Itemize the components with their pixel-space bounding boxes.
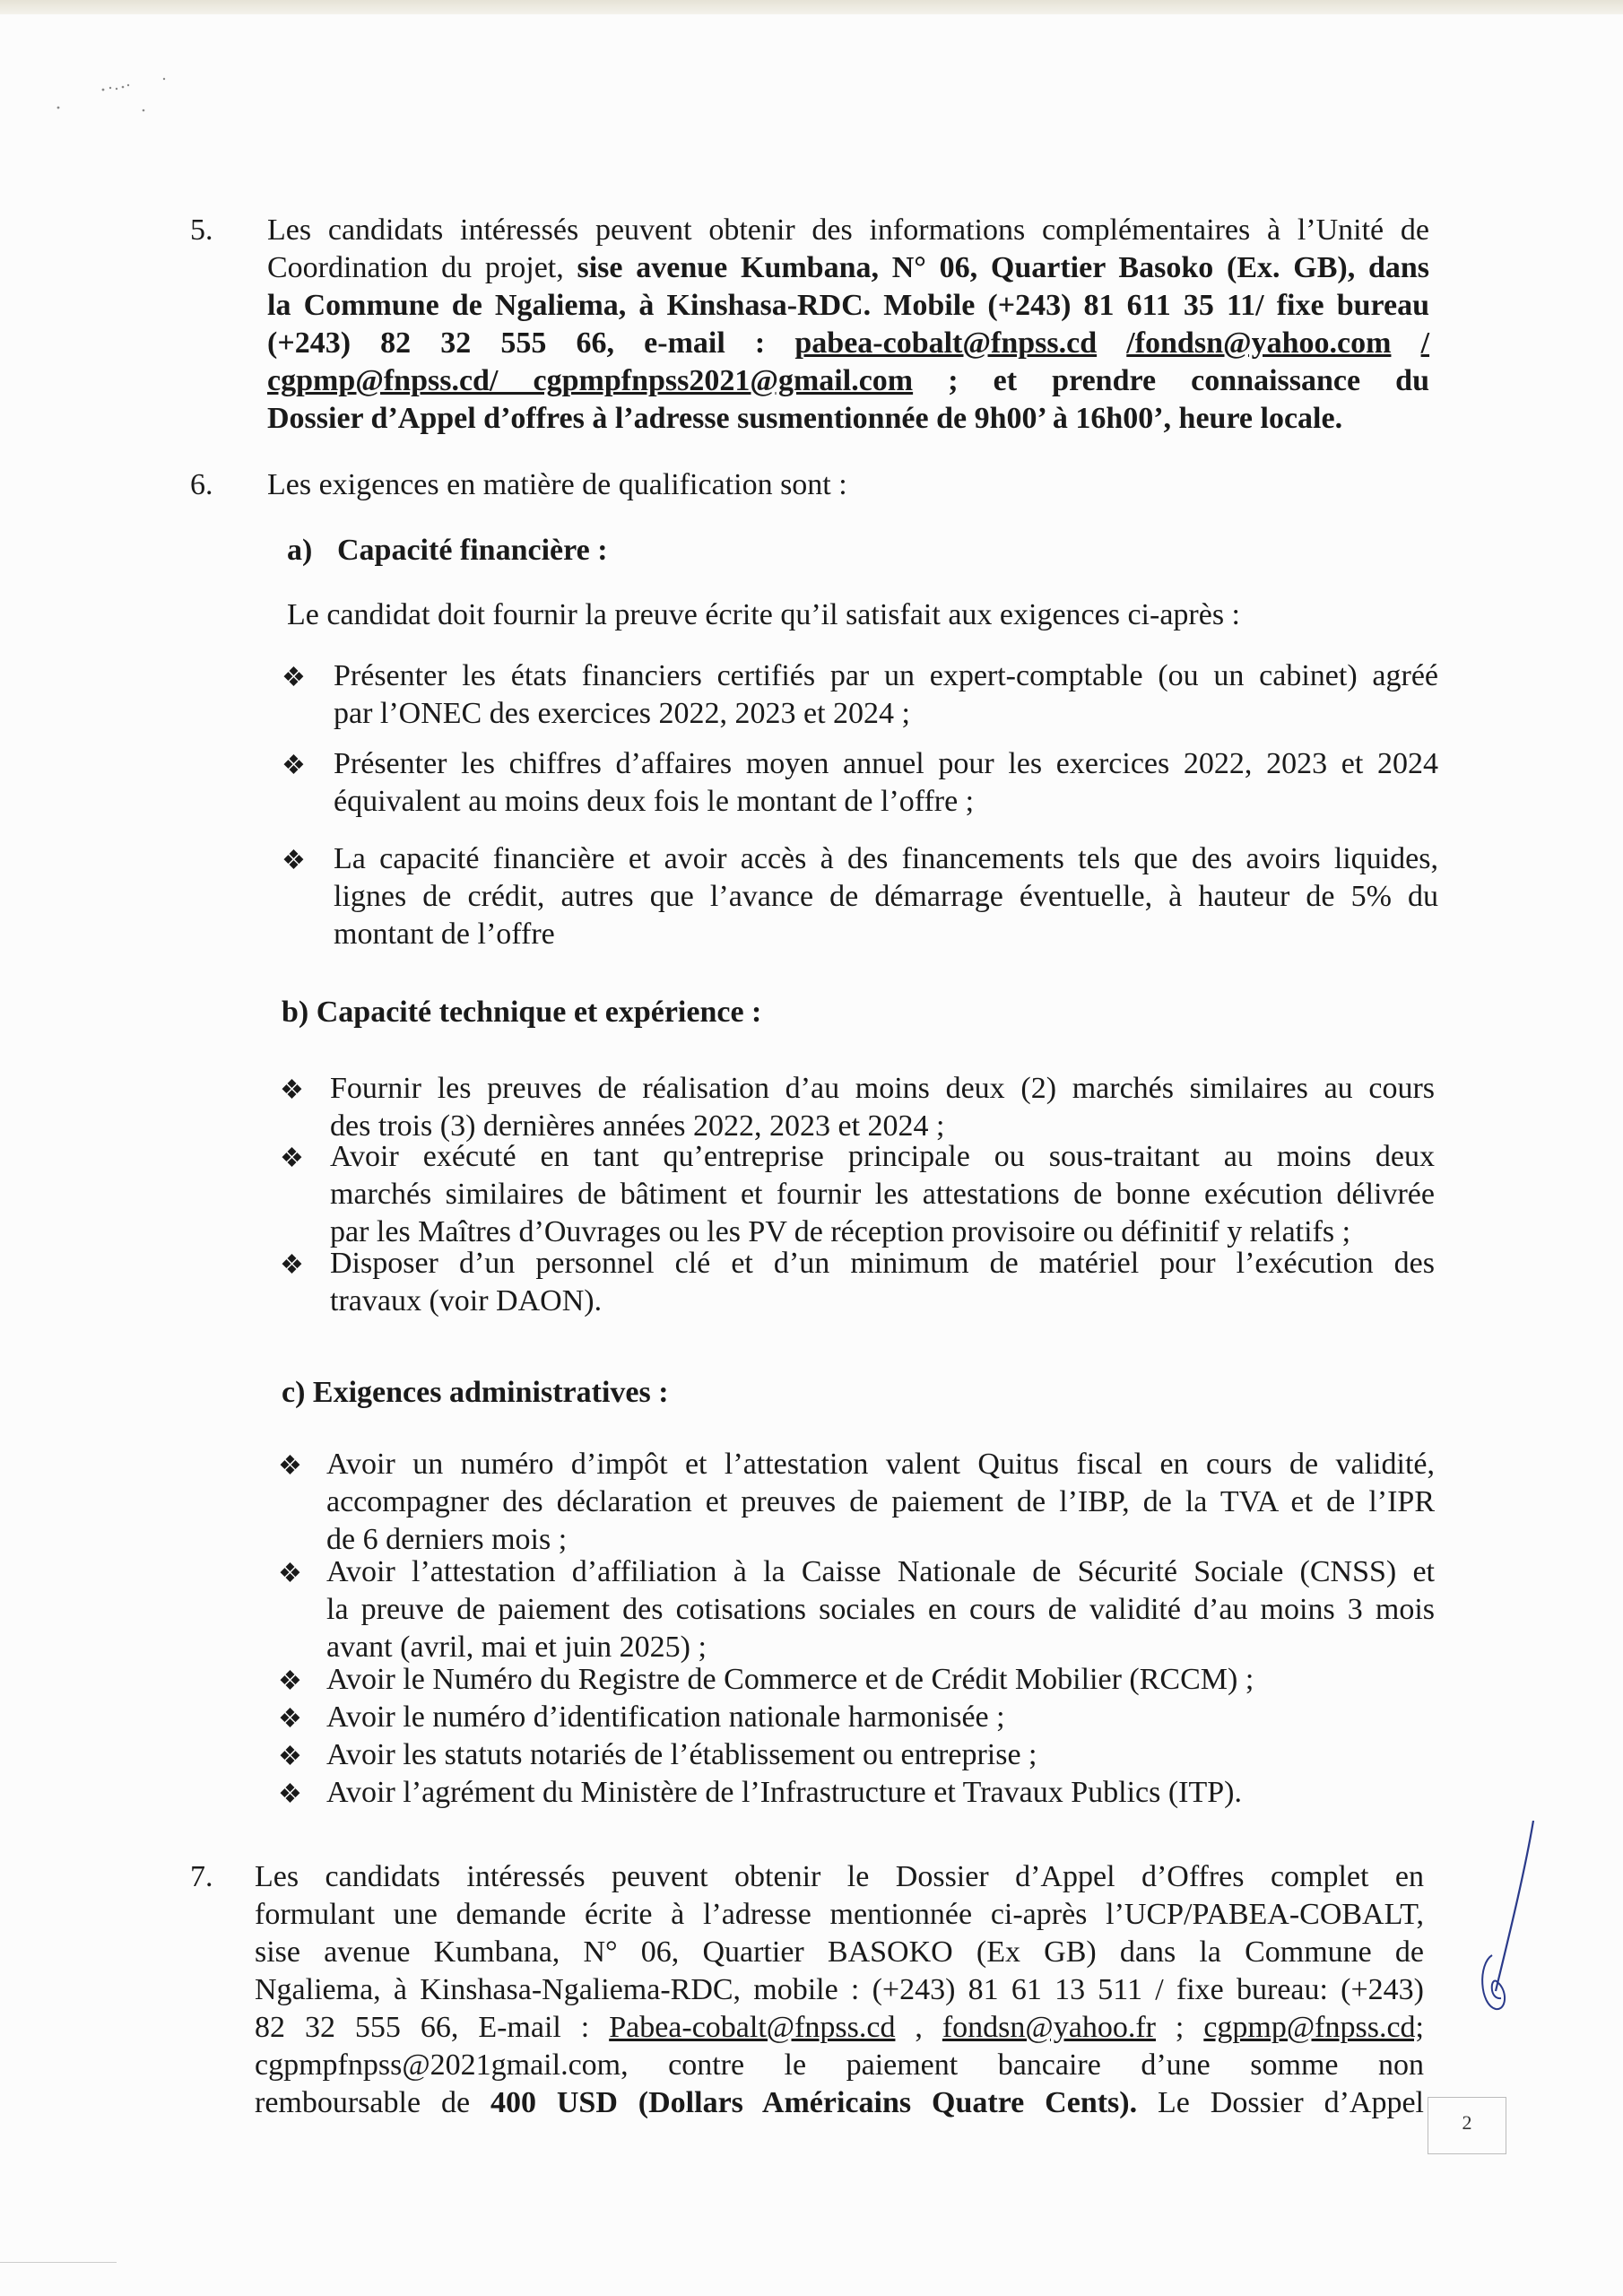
- section-a-intro: Le candidat doit fournir la preuve écrite qu’il satisfait aux exigences ci-après :: [287, 598, 1240, 631]
- bullet-diamond-icon: ❖: [280, 1250, 304, 1280]
- bullet-text-line: Avoir le numéro d’identification nationale harmonisée ;: [326, 1700, 1005, 1734]
- bullet-text-line: Avoir un numéro d’impôt et l’attestation valent Quitus fiscal en cours de validité,: [326, 1448, 1435, 1481]
- bullet-text-line: La capacité financière et avoir accès à des financements tels que des avoirs liquides,: [334, 842, 1438, 875]
- text-segment: cgpmpfnpss@2021gmail.com, contre le paiement bancaire d’une somme non: [255, 2048, 1424, 2082]
- scan-marks: [49, 72, 166, 126]
- item-5-paragraph: [267, 212, 1429, 438]
- paragraph-line: [267, 325, 1429, 362]
- bullet-text-line: par l’ONEC des exercices 2022, 2023 et 2024 ;: [334, 697, 910, 730]
- bullet-text-line: Présenter les chiffres d’affaires moyen annuel pour les exercices 2022, 2023 et 2024: [334, 747, 1438, 780]
- bullet-diamond-icon: ❖: [278, 1742, 302, 1771]
- email-link[interactable]: fondsn@yahoo.fr: [942, 2011, 1156, 2044]
- item-5-number: 5.: [190, 213, 213, 247]
- email-link[interactable]: /fondsn@yahoo.com: [1126, 326, 1392, 360]
- paragraph-line: [267, 362, 1429, 400]
- bullet-diamond-icon: ❖: [278, 1559, 302, 1588]
- item-6-intro: Les exigences en matière de qualification sont :: [267, 468, 847, 501]
- text-segment: ;: [1155, 2011, 1204, 2044]
- email-link[interactable]: /: [1420, 326, 1430, 360]
- section-c-heading: c) Exigences administratives :: [282, 1376, 669, 1409]
- bullet-text-line: Avoir les statuts notariés de l’établissement ou entreprise ;: [326, 1738, 1037, 1771]
- bullet-text-line: Disposer d’un personnel clé et d’un minimum de matériel pour l’exécution des: [330, 1247, 1435, 1280]
- bullet-diamond-icon: ❖: [278, 1779, 302, 1809]
- bullet-text-line: travaux (voir DAON).: [330, 1284, 603, 1318]
- bullet-diamond-icon: ❖: [278, 1451, 302, 1481]
- text-segment: ,: [895, 2011, 942, 2044]
- bullet-text-line: marchés similaires de bâtiment et fournir les attestations de bonne exécution délivrée: [330, 1178, 1435, 1211]
- bullet-diamond-icon: ❖: [280, 1144, 304, 1173]
- email-link[interactable]: cgpmp@fnpss.cd;: [1203, 2011, 1424, 2044]
- bullet-text-line: Avoir le Numéro du Registre de Commerce et de Crédit Mobilier (RCCM) ;: [326, 1663, 1254, 1696]
- text-segment: Le Dossier d’Appel: [1137, 2086, 1425, 2119]
- bullet-text-line: par les Maîtres d’Ouvrages ou les PV de réception provisoire ou définitif y relatifs ;: [330, 1215, 1351, 1248]
- section-b-heading: b) Capacité technique et expérience :: [282, 996, 762, 1029]
- bullet-text-line: Avoir l’agrément du Ministère de l’Infrastructure et Travaux Publics (ITP).: [326, 1776, 1242, 1809]
- text-segment: 400 USD (Dollars Américains Quatre Cents).: [490, 2086, 1138, 2119]
- email-link[interactable]: Pabea-cobalt@fnpss.cd: [609, 2011, 896, 2044]
- paragraph-line: [255, 2009, 1424, 2047]
- text-segment: Les candidats intéressés peuvent obtenir le Dossier d’Appel d’Offres complet en: [255, 1860, 1424, 1893]
- signature-mark: [1471, 1821, 1542, 2027]
- bullet-diamond-icon: ❖: [282, 846, 306, 875]
- bullet-diamond-icon: ❖: [278, 1666, 302, 1696]
- bullet-diamond-icon: ❖: [278, 1704, 302, 1734]
- text-segment: [1097, 326, 1126, 360]
- text-segment: 82 32 555 66, E-mail :: [255, 2011, 610, 2044]
- bullet-text-line: avant (avril, mai et juin 2025) ;: [326, 1631, 707, 1664]
- bullet-text-line: Présenter les états financiers certifiés par un expert-comptable (ou un cabinet) agréé: [334, 659, 1438, 692]
- paragraph-line: [255, 2047, 1424, 2084]
- paragraph-line: [255, 1971, 1424, 2009]
- item-7-paragraph: [255, 1858, 1424, 2122]
- bullet-text-line: Fournir les preuves de réalisation d’au moins deux (2) marchés similaires au cours: [330, 1072, 1435, 1105]
- paragraph-line: [255, 1858, 1424, 1896]
- page-number: 2: [1428, 2097, 1506, 2154]
- bullet-diamond-icon: ❖: [282, 751, 306, 780]
- paragraph-line: [255, 2084, 1424, 2122]
- bullet-text-line: de 6 derniers mois ;: [326, 1523, 568, 1556]
- bullet-text-line: montant de l’offre: [334, 918, 555, 951]
- bullet-text-line: la preuve de paiement des cotisations sociales en cours de validité d’au moins 3 mois: [326, 1593, 1435, 1626]
- email-link[interactable]: cgpmp@fnpss.cd/ cgpmpfnpss2021@gmail.com: [267, 364, 914, 397]
- text-segment: ; et prendre connaissance du: [913, 364, 1429, 397]
- paragraph-line: [267, 249, 1429, 287]
- text-segment: sise avenue Kumbana, N° 06, Quartier Basoko (Ex. GB), dans: [577, 251, 1429, 284]
- text-segment: sise avenue Kumbana, N° 06, Quartier BASOKO (Ex GB) dans la Commune de: [255, 1935, 1424, 1969]
- section-a-prefix: a): [287, 534, 313, 567]
- item-7-number: 7.: [190, 1860, 213, 1893]
- paragraph-line: [267, 287, 1429, 325]
- text-segment: remboursable de: [255, 2086, 490, 2119]
- text-segment: [1391, 326, 1420, 360]
- text-segment: (+243) 82 32 555 66, e-mail :: [267, 326, 795, 360]
- bullet-text-line: des trois (3) dernières années 2022, 2023 et 2024 ;: [330, 1109, 945, 1143]
- bullet-text-line: équivalent au moins deux fois le montant de l’offre ;: [334, 785, 975, 818]
- paragraph-line: [267, 400, 1429, 438]
- text-segment: Ngaliema, à Kinshasa-Ngaliema-RDC, mobile : (+243) 81 61 13 511 / fixe bureau: (+243): [255, 1973, 1424, 2006]
- paragraph-line: [267, 212, 1429, 249]
- bullet-diamond-icon: ❖: [282, 663, 306, 692]
- text-segment: Coordination du projet,: [267, 251, 577, 284]
- bullet-text-line: accompagner des déclaration et preuves de paiement de l’IBP, de la TVA et de l’IPR: [326, 1485, 1435, 1518]
- email-link[interactable]: pabea-cobalt@fnpss.cd: [794, 326, 1098, 360]
- section-a-heading: Capacité financière :: [337, 534, 608, 567]
- scan-top-edge: [0, 0, 1623, 14]
- paragraph-line: [255, 1896, 1424, 1934]
- text-segment: formulant une demande écrite à l’adresse mentionnée ci-après l’UCP/PABEA-COBALT,: [255, 1898, 1424, 1931]
- paragraph-line: [255, 1934, 1424, 1971]
- bullet-text-line: Avoir exécuté en tant qu’entreprise principale ou sous-traitant au moins deux: [330, 1140, 1435, 1173]
- footer-edge-line: [0, 2262, 117, 2263]
- bullet-text-line: lignes de crédit, autres que l’avance de démarrage éventuelle, à hauteur de 5% du: [334, 880, 1438, 913]
- bullet-text-line: Avoir l’attestation d’affiliation à la Caisse Nationale de Sécurité Sociale (CNSS) et: [326, 1555, 1435, 1588]
- bullet-diamond-icon: ❖: [280, 1075, 304, 1105]
- text-segment: la Commune de Ngaliema, à Kinshasa-RDC. Mobile (+243) 81 611 35 11/ fixe bureau: [267, 289, 1429, 322]
- item-6-number: 6.: [190, 468, 213, 501]
- text-segment: Les candidats intéressés peuvent obtenir des informations complémentaires à l’Unité de: [267, 213, 1429, 247]
- text-segment: Dossier d’Appel d’offres à l’adresse susmentionnée de 9h00’ à 16h00’, heure locale.: [267, 402, 1343, 435]
